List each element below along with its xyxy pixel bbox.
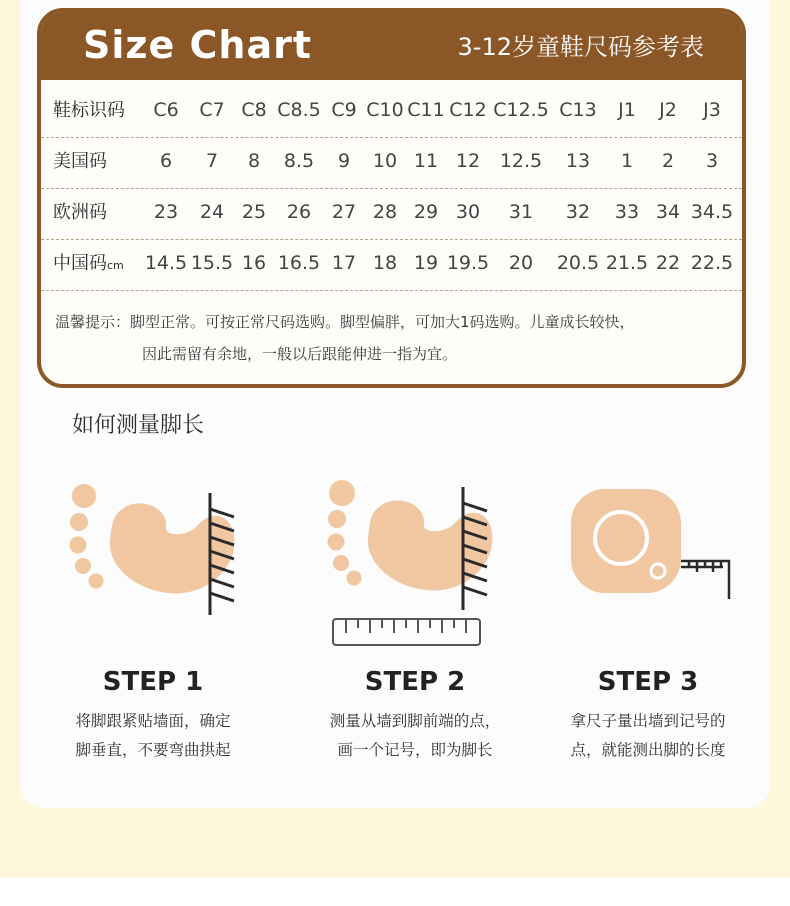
size-cell: J2 xyxy=(659,99,677,121)
step-1-desc-line-1: 将脚跟紧贴墙面，确定 xyxy=(75,712,231,730)
row-label-text: 中国码 xyxy=(53,253,107,274)
size-cell: 23 xyxy=(153,201,179,223)
size-chart xyxy=(37,8,746,388)
size-cell: 28 xyxy=(372,201,398,223)
size-cell: 34.5 xyxy=(690,201,734,223)
size-cell: 17 xyxy=(331,252,357,274)
step-1-desc-line-2: 脚垂直，不要弯曲拱起 xyxy=(75,741,231,759)
size-cell: 24 xyxy=(199,201,225,223)
row-label xyxy=(53,189,107,236)
size-cell: C10 xyxy=(366,99,404,121)
size-cell: 21.5 xyxy=(605,252,649,274)
measure-title: 如何测量脚长 xyxy=(72,413,205,438)
size-chart-title: Size Chart xyxy=(83,23,313,67)
size-cell: 34 xyxy=(655,201,681,223)
foot-with-ruler-icon xyxy=(300,475,530,650)
size-chart-subtitle: 3-12岁童鞋尺码参考表 xyxy=(457,33,704,61)
size-cell: 9 xyxy=(337,150,351,172)
size-cell: 20 xyxy=(508,252,534,274)
size-cell: 27 xyxy=(331,201,357,223)
row-label xyxy=(53,87,125,134)
size-cell: 31 xyxy=(508,201,534,223)
size-cell: 1 xyxy=(620,150,634,172)
size-cell: C7 xyxy=(199,99,225,121)
step-2-description xyxy=(300,707,530,765)
size-cell: 29 xyxy=(413,201,439,223)
step-3-title: STEP 3 xyxy=(597,667,699,697)
size-row-us xyxy=(41,138,742,189)
step-2-desc-line-1: 测量从墙到脚前端的点， xyxy=(329,712,501,730)
size-cell: 12.5 xyxy=(499,150,543,172)
size-cell: 7 xyxy=(205,150,219,172)
bottom-strip xyxy=(0,878,790,906)
size-cell: 11 xyxy=(413,150,439,172)
size-cell: 16 xyxy=(241,252,267,274)
row-label xyxy=(53,138,107,185)
size-cell: 22.5 xyxy=(690,252,734,274)
row-label-text: 鞋标识码 xyxy=(53,100,125,121)
size-cell: 33 xyxy=(614,201,640,223)
size-cell: C13 xyxy=(559,99,597,121)
size-cell: C12.5 xyxy=(493,99,549,121)
size-cell: 8.5 xyxy=(283,150,315,172)
size-cell: C9 xyxy=(331,99,357,121)
step-2-title: STEP 2 xyxy=(364,667,466,697)
size-cell: 26 xyxy=(286,201,312,223)
size-cell: J3 xyxy=(703,99,721,121)
size-cell: 12 xyxy=(455,150,481,172)
size-cell: C12 xyxy=(449,99,487,121)
size-cell: C8 xyxy=(241,99,267,121)
row-label xyxy=(53,240,124,289)
size-tips xyxy=(55,306,735,370)
size-cell: 22 xyxy=(655,252,681,274)
size-cell: 13 xyxy=(565,150,591,172)
tips-line-1: 温馨提示：脚型正常。可按正常尺码选购。脚型偏胖，可加大1码选购。儿童成长较快， xyxy=(55,313,635,331)
step-1-description xyxy=(38,707,268,765)
size-table xyxy=(41,87,742,291)
size-cell: 18 xyxy=(372,252,398,274)
tips-line-2: 因此需留有余地，一般以后跟能伸进一指为宜。 xyxy=(142,345,458,363)
step-3-desc-line-1: 拿尺子量出墙到记号的 xyxy=(570,712,726,730)
step-2 xyxy=(300,475,530,759)
size-cell: 8 xyxy=(247,150,261,172)
step-3-desc-line-2: 点，就能测出脚的长度 xyxy=(570,741,726,759)
row-label-text: 欧洲码 xyxy=(53,202,107,223)
size-cell: 2 xyxy=(661,150,675,172)
size-row-label-code xyxy=(41,87,742,138)
step-2-desc-line-2: 画一个记号，即为脚长 xyxy=(337,741,493,759)
size-cell: 10 xyxy=(372,150,398,172)
step-1-title: STEP 1 xyxy=(102,667,204,697)
foot-against-wall-icon xyxy=(38,475,268,625)
row-label-unit: cm xyxy=(107,259,124,272)
size-cell: 3 xyxy=(705,150,719,172)
size-cell: 19.5 xyxy=(446,252,490,274)
row-label-text: 美国码 xyxy=(53,151,107,172)
size-cell: C11 xyxy=(407,99,445,121)
step-1 xyxy=(38,475,268,759)
tape-measure-icon xyxy=(533,475,763,625)
size-cell: 30 xyxy=(455,201,481,223)
step-3-description xyxy=(533,707,763,765)
size-cell: 6 xyxy=(159,150,173,172)
size-row-eu xyxy=(41,189,742,240)
size-cell: 32 xyxy=(565,201,591,223)
size-cell: 14.5 xyxy=(144,252,188,274)
size-chart-header xyxy=(41,12,742,80)
size-cell: 19 xyxy=(413,252,439,274)
step-3 xyxy=(533,475,763,759)
size-cell: 15.5 xyxy=(190,252,234,274)
size-row-cn xyxy=(41,240,742,291)
size-cell: 16.5 xyxy=(277,252,321,274)
size-cell: 20.5 xyxy=(556,252,600,274)
size-cell: C8.5 xyxy=(277,99,321,121)
size-cell: J1 xyxy=(618,99,636,121)
size-cell: C6 xyxy=(153,99,179,121)
size-cell: 25 xyxy=(241,201,267,223)
